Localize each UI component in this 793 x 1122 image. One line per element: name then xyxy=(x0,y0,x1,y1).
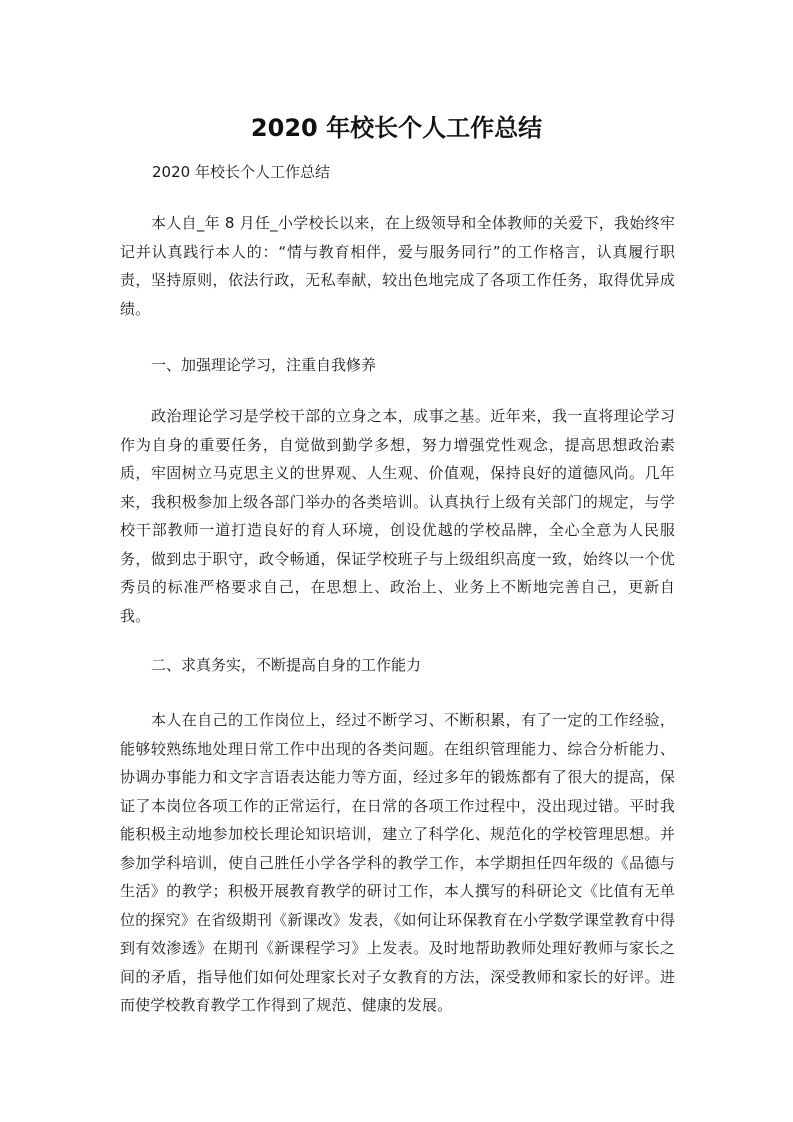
document-subtitle: 2020 年校长个人工作总结 xyxy=(152,163,330,181)
section-2-paragraph: 本人在自己的工作岗位上，经过不断学习、不断积累，有了一定的工作经验，能够较熟练地处理日常工作中出现的各类问题。在组织管理能力、综合分析能力、协调办事能力和文字言语表达能力等方面，经过多年的锻炼都有了很大的提高，保证了本岗位各项工作的正常运行，在日常的各项工作过程中，没出现过错。平时我能积极主动地参加校长理论知识培训，建立了科学化、规范化的学校管理思想。并参加学科培训，使自己胜任小学各学科的教学工作，本学期担任四年级的《品德与生活》的教学；积极开展教育教学的研讨工作，本人撰写的科研论文《比值有无单位的探究》在省级期刊《新课改》发表，《如何让环保教育在小学数学课堂教育中得到有效渗透》在期刊《新课程学习》上发表。及时地帮助教师处理好教师与家长之间的矛盾，指导他们如何处理家长对子女教育的方法，深受教师和家长的好评。进而使学校教育教学工作得到了规范、健康的发展。 xyxy=(120,711,675,1014)
section-1-heading: 一、加强理论学习，注重自我修养 xyxy=(151,356,377,374)
document-title: 2020 年校长个人工作总结 xyxy=(250,114,543,142)
intro-paragraph: 本人自_年 8 月任_小学校长以来，在上级领导和全体教师的关爱下，我始终牢记并认真践行本人的：“情与教育相伴，爱与服务同行”的工作格言，认真履行职责，坚持原则，依法行政，无私奉献，较出色地完成了各项工作任务，取得优异成绩。 xyxy=(120,214,675,318)
section-1-paragraph: 政治理论学习是学校干部的立身之本，成事之基。近年来，我一直将理论学习作为自身的重要任务，自觉做到勤学多想，努力增强党性观念，提高思想政治素质，牢固树立马克思主义的世界观、人生观、价值观，保持良好的道德风尚。几年来，我积极参加上级各部门举办的各类培训。认真执行上级有关部门的规定，与学校干部教师一道打造良好的育人环境，创设优越的学校品牌，全心全意为人民服务，做到忠于职守，政令畅通，保证学校班子与上级组织高度一致，始终以一个优秀员的标准严格要求自己，在思想上、政治上、业务上不断地完善自己，更新自我。 xyxy=(120,407,675,625)
section-2-heading: 二、求真务实，不断提高自身的工作能力 xyxy=(151,656,422,674)
